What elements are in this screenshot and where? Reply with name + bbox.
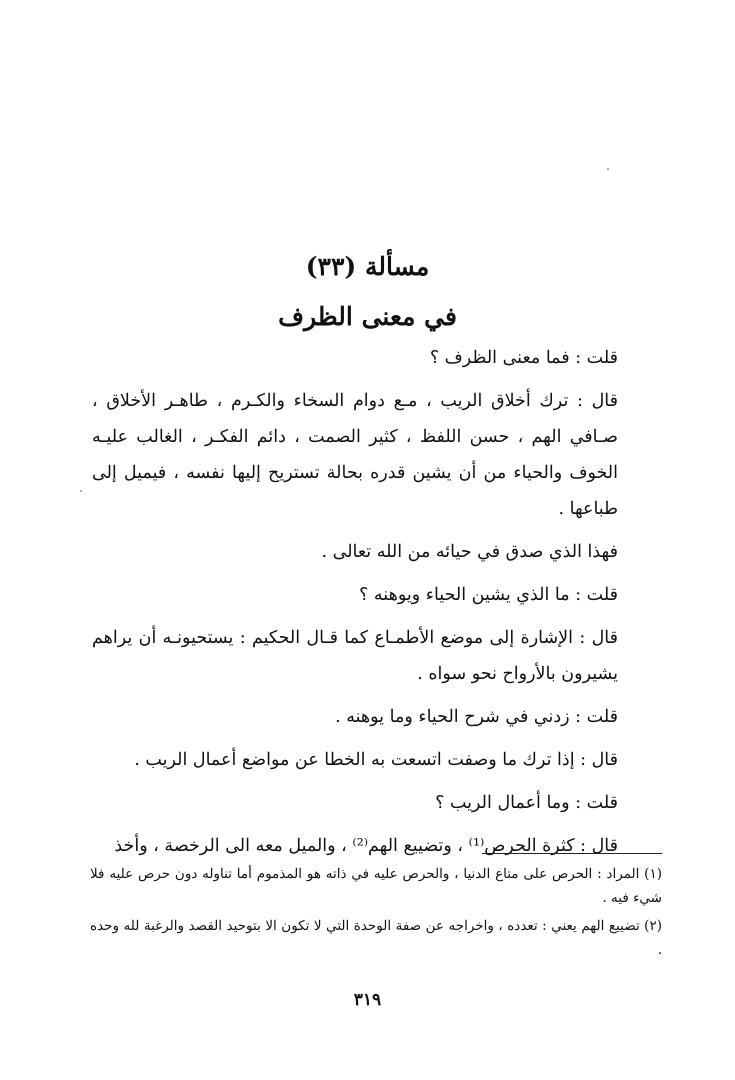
paragraph-conclusion: فهذا الذي صدق في حيائه من الله تعالى . [321, 542, 618, 562]
footnotes [90, 862, 662, 966]
paragraph-answer-4: قال : كثرة الحرص⁽¹⁾ ، وتضييع الهم⁽²⁾ ، والميل معه الى الرخصة ، وأخذ [114, 836, 618, 856]
footnote-1: (١) المراد : الحرص على متاع الدنيا ، والحرص عليه في ذاته هو المذموم أما تناوله دون حرص عليه فلا شيء فيه . [90, 866, 662, 906]
paragraph-question-1: قلت : فما معنى الظرف ؟ [429, 348, 618, 368]
paragraph-answer-3: قال : إذا ترك ما وصفت اتسعت به الخطا عن مواضع أعمال الريب . [134, 750, 618, 770]
footnote-2: (٢) تضييع الهم يعني : تعدده ، واخراجه عن صفة الوحدة التي لا تكون الا بتوحيد القصد والرغبة لله وحده . [90, 918, 662, 958]
paper-speck [607, 168, 609, 170]
footnote-divider [482, 853, 662, 854]
page-number: ٣١٩ [353, 990, 382, 1010]
question-subject-heading: في معنى الظرف [278, 302, 457, 331]
main-text [92, 340, 618, 871]
paper-speck [80, 490, 82, 492]
paragraph-question-3: قلت : زدني في شرح الحياء وما يوهنه . [335, 707, 618, 727]
paragraph-question-2: قلت : ما الذي يشين الحياء ويوهنه ؟ [359, 585, 618, 605]
paragraph-answer-2: قال : الإشارة إلى موضع الأطمـاع كما قـال الحكيم : يستحيونـه أن يراهم يشيرون بالأرواح نحو سواه . [92, 628, 618, 684]
question-number-heading: مسألة (٣٣) [305, 252, 430, 281]
paragraph-answer-1: قال : ترك أخلاق الريب ، مـع دوام السخاء والكـرم ، طاهـر الأخلاق ، صـافي الهم ، حسن اللفظ ، كثير الصمت ، دائم الفكـر ، الغالب عليـه الخوف والحياء من أن يشين قدره بحالة تستريح إليها نفسه ، فيميل إلى طباعها . [92, 391, 618, 519]
paragraph-question-4: قلت : وما أعمال الريب ؟ [435, 793, 618, 813]
